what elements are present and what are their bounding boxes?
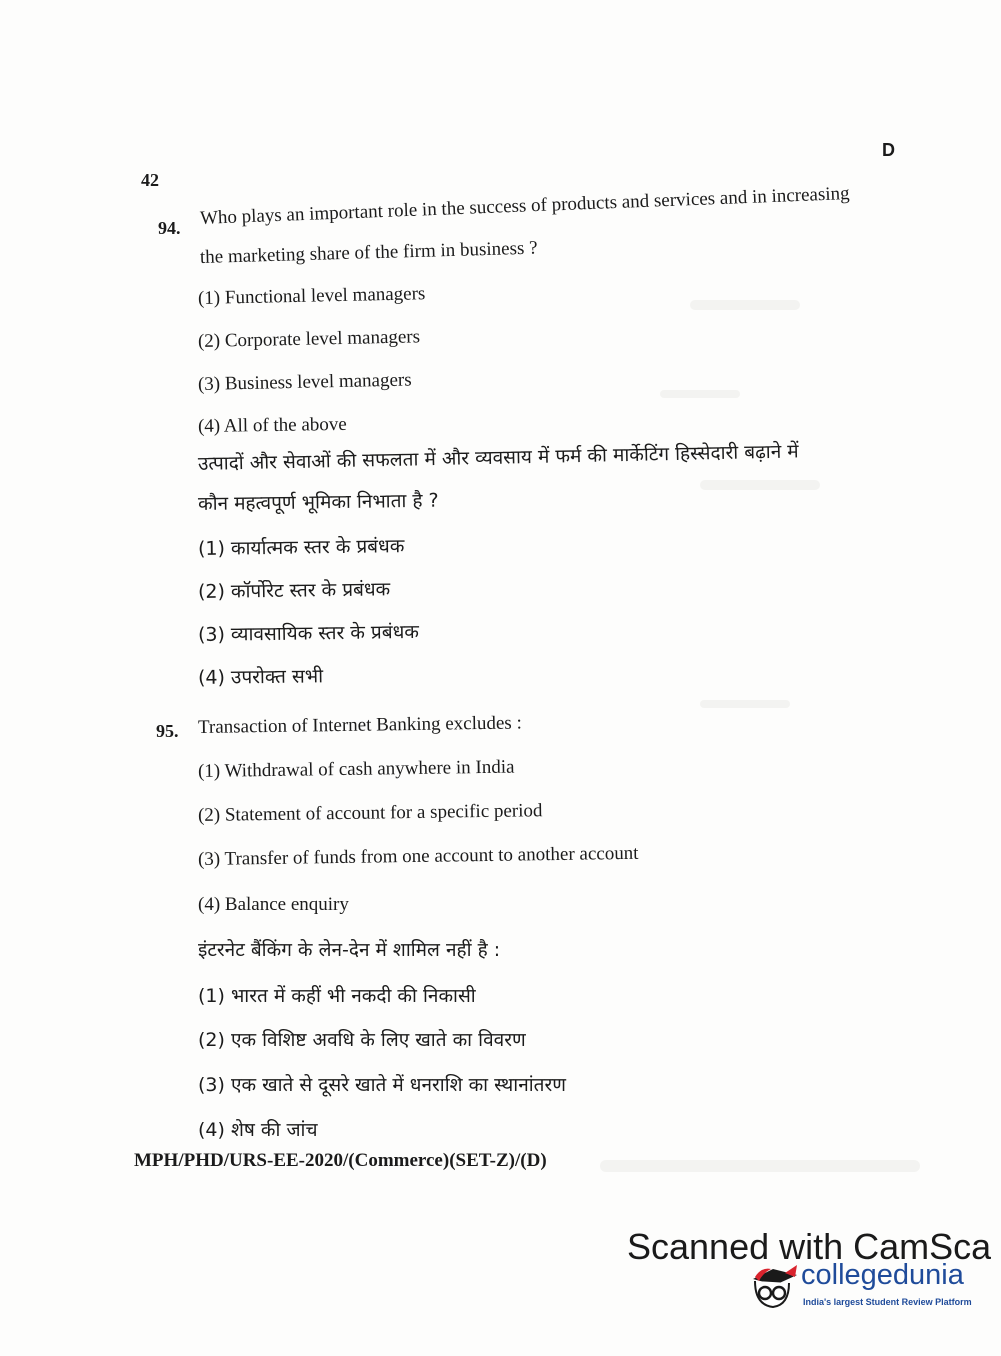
- question-number: 95.: [156, 721, 179, 741]
- option-hi: (4) शेष की जांच: [198, 1119, 318, 1141]
- option-hi: (3) एक खाते से दूसरे खाते में धनराशि का स्थानांतरण: [198, 1074, 567, 1096]
- option-en: (4) All of the above: [197, 413, 347, 437]
- option-hi: (1) भारत में कहीं भी नकदी की निकासी: [198, 985, 476, 1007]
- page-number: 42: [141, 170, 159, 190]
- scanned-with-watermark: Scanned with CamSca: [627, 1233, 992, 1261]
- brand-tagline: India's largest Student Review Platform: [803, 1297, 972, 1307]
- option-en: (1) Functional level managers: [197, 283, 426, 309]
- brand-name: collegedunia: [801, 1259, 964, 1291]
- option-en: (1) Withdrawal of cash anywhere in India: [197, 756, 515, 782]
- question-text-en: the marketing share of the firm in business ?: [199, 237, 538, 268]
- option-hi: (4) उपरोक्त सभी: [197, 665, 324, 689]
- question-text-hi: उत्पादों और सेवाओं की सफलता में और व्यवसाय में फर्म की मार्केटिंग हिस्सेदारी बढ़ाने में: [197, 440, 799, 475]
- option-en: (4) Balance enquiry: [198, 894, 349, 915]
- exam-code-footer: MPH/PHD/URS-EE-2020/(Commerce)(SET-Z)/(D): [134, 1150, 547, 1171]
- option-hi: (1) कार्यात्मक स्तर के प्रबंधक: [197, 535, 405, 560]
- option-en: (3) Business level managers: [197, 369, 412, 395]
- student-mascot-icon: [745, 1255, 801, 1313]
- option-hi: (3) व्यावसायिक स्तर के प्रबंधक: [197, 620, 420, 646]
- option-en: (3) Transfer of funds from one account to another account: [197, 842, 639, 870]
- option-hi: (2) कॉर्पोरेट स्तर के प्रबंधक: [197, 578, 391, 603]
- question-text-en: Transaction of Internet Banking excludes :: [197, 712, 522, 738]
- option-en: (2) Statement of account for a specific period: [197, 800, 543, 826]
- option-hi: (2) एक विशिष्ट अवधि के लिए खाते का विवरण: [198, 1029, 526, 1051]
- question-text-en: Who plays an important role in the success of products and services and in increasing: [199, 183, 850, 229]
- question-text-hi: कौन महत्वपूर्ण भूमिका निभाता है ?: [197, 489, 439, 515]
- option-en: (2) Corporate level managers: [197, 326, 421, 352]
- set-letter: D: [882, 140, 895, 160]
- question-number: 94.: [158, 218, 181, 238]
- question-text-hi: इंटरनेट बैंकिंग के लेन-देन में शामिल नहीं है :: [198, 939, 501, 961]
- collegedunia-logo: [745, 1255, 975, 1315]
